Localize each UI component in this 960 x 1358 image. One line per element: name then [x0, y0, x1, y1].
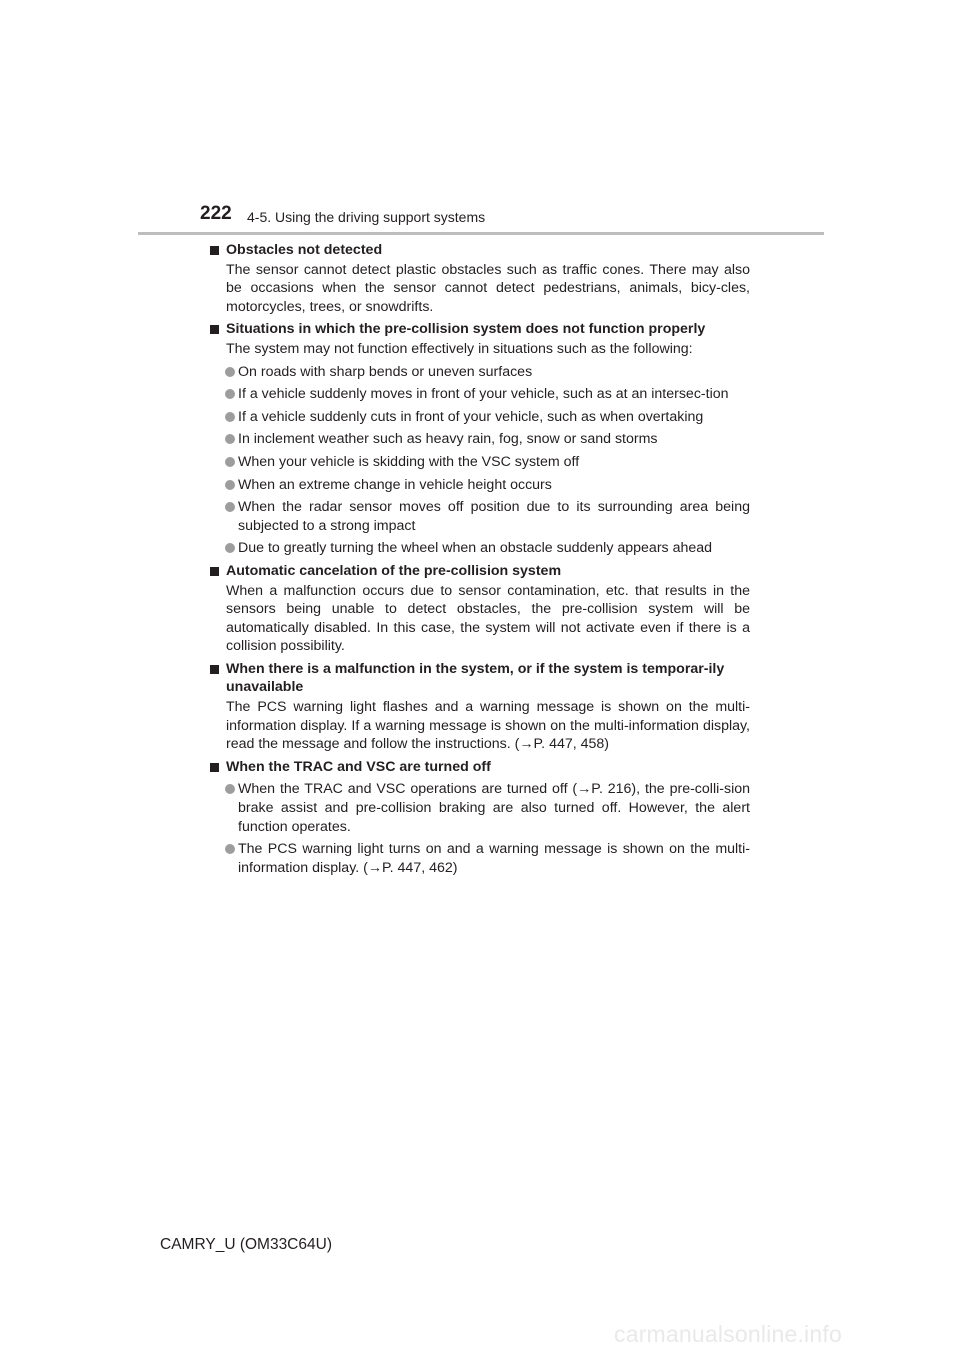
section-heading	[210, 562, 750, 581]
section-paragraph: When a malfunction occurs due to sensor contamination, etc. that results in the sensors being unable to detect obstacles, the pre-collision system will be automatically disabled. In this case, the system will not activate even if there is a collision possibility.	[226, 582, 750, 655]
bullet-item	[210, 539, 750, 558]
heading-text: When the TRAC and VSC are turned off	[226, 758, 491, 775]
bullet-item	[210, 840, 750, 877]
bullet-circle-icon	[225, 457, 235, 467]
bullet-item	[210, 430, 750, 449]
bullet-text: If a vehicle suddenly cuts in front of your vehicle, such as when overtaking	[238, 408, 704, 425]
section-heading	[210, 241, 750, 260]
header-divider	[138, 232, 824, 235]
bullet-text: If a vehicle suddenly moves in front of your vehicle, such as at an intersec-tion	[238, 386, 729, 403]
black-square-icon	[210, 567, 219, 576]
section-paragraph: The sensor cannot detect plastic obstacles such as traffic cones. There may also be occasions when the sensor cannot detect pedestrians, animals, bicy-cles, motorcycles, trees, or snowdrifts.	[226, 261, 750, 315]
black-square-icon	[210, 325, 219, 334]
heading-text: When there is a malfunction in the system, or if the system is temporar-ily unavailable	[226, 660, 725, 696]
heading-text: Automatic cancelation of the pre-collision system	[226, 562, 562, 579]
black-square-icon	[210, 665, 219, 674]
section-paragraph: The PCS warning light flashes and a warning message is shown on the multi-information display. If a warning message is shown on the multi-information display, read the message and follow the instructions. (→P. 447, 458)	[226, 699, 750, 753]
bullet-item	[210, 385, 750, 404]
bullet-item	[210, 476, 750, 495]
bullet-text: In inclement weather such as heavy rain, fog, snow or sand storms	[238, 431, 658, 448]
section-paragraph: The system may not function effectively in situations such as the following:	[226, 340, 693, 357]
bullet-text: On roads with sharp bends or uneven surfaces	[238, 363, 533, 380]
footer-model-code: CAMRY_U (OM33C64U)	[160, 1236, 332, 1253]
bullet-text: The PCS warning light turns on and a warning message is shown on the multi-information display. (→P. 447, 462)	[238, 841, 750, 876]
section-heading	[210, 320, 750, 339]
bullet-item	[210, 780, 750, 836]
bullet-circle-icon	[225, 412, 235, 422]
bullet-text: When the radar sensor moves off position due to its surrounding area being subjected to a strong impact	[238, 499, 750, 534]
bullet-circle-icon	[225, 480, 235, 490]
bullet-circle-icon	[225, 434, 235, 444]
section-title: 4-5. Using the driving support systems	[247, 209, 486, 225]
bullet-circle-icon	[225, 784, 235, 794]
black-square-icon	[210, 246, 219, 255]
heading-text: Obstacles not detected	[226, 242, 383, 258]
bullet-text: When your vehicle is skidding with the VSC system off	[238, 453, 580, 470]
watermark: carmanualsonline.info	[614, 1321, 842, 1347]
page-header	[0, 0, 960, 240]
heading-text: Situations in which the pre-collision system does not function properly	[226, 321, 706, 338]
bullet-item	[210, 498, 750, 535]
bullet-text: When the TRAC and VSC operations are turned off (→P. 216), the pre-colli-sion brake assist and pre-collision braking are also turned off. However, the alert function operates.	[238, 781, 750, 835]
bullet-item	[210, 363, 750, 382]
bullet-text: When an extreme change in vehicle height occurs	[238, 476, 552, 493]
page-content	[210, 241, 750, 877]
bullet-circle-icon	[225, 389, 235, 399]
bullet-item	[210, 453, 750, 472]
bullet-item	[210, 408, 750, 427]
page-number: 222	[200, 203, 232, 224]
black-square-icon	[210, 763, 219, 772]
section-heading	[210, 660, 750, 697]
bullet-circle-icon	[225, 367, 235, 377]
bullet-circle-icon	[225, 543, 235, 553]
bullet-text: Due to greatly turning the wheel when an obstacle suddenly appears ahead	[238, 540, 713, 557]
section-heading	[210, 758, 750, 777]
bullet-circle-icon	[225, 844, 235, 854]
bullet-circle-icon	[225, 502, 235, 512]
